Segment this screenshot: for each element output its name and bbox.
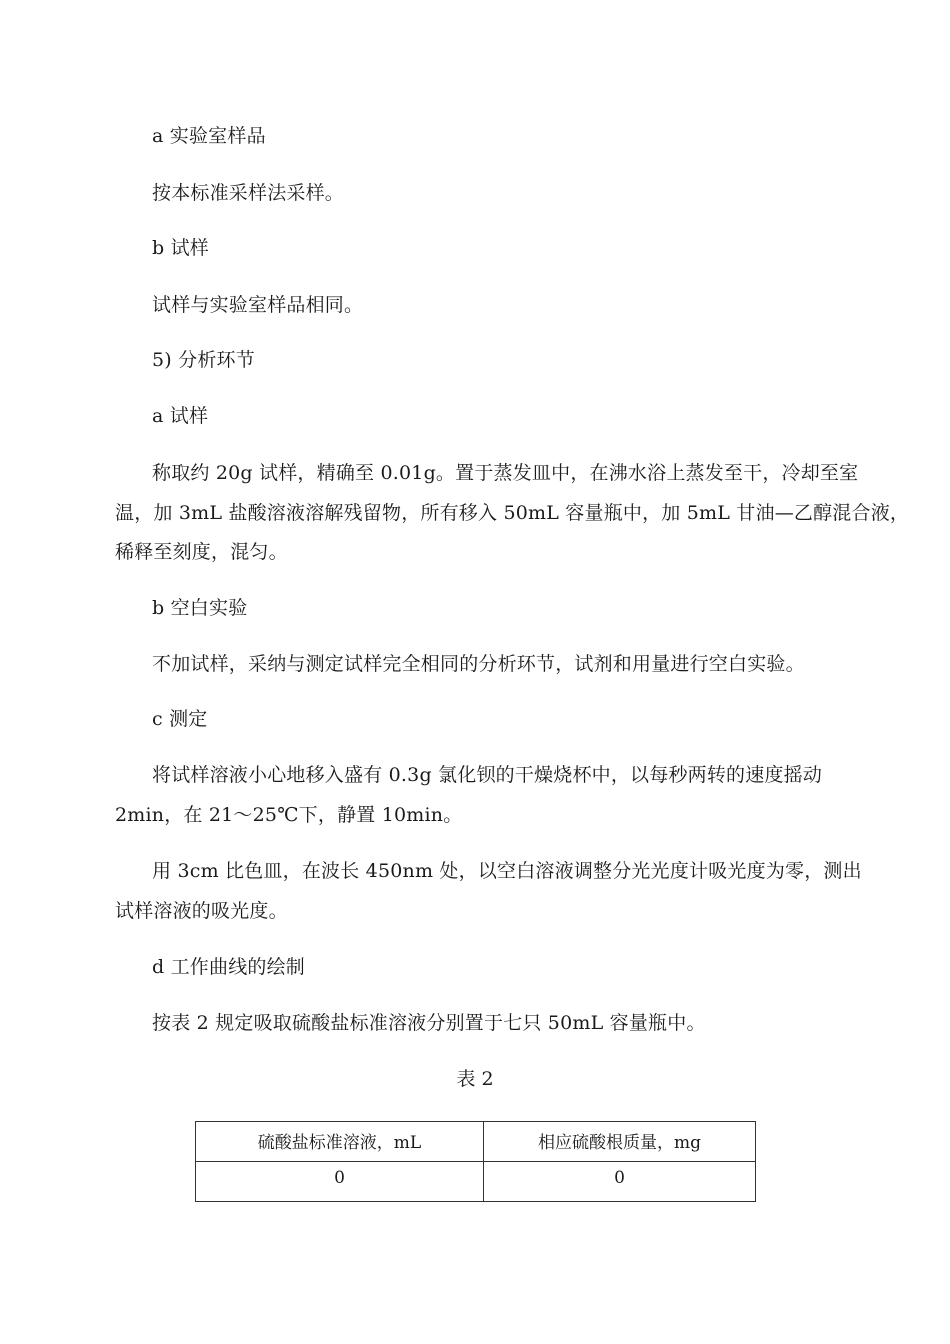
paragraph-measurement-line1: 将试样溶液小心地移入盛有 0.3g 氯化钡的干燥烧杯中，以每秒两转的速度摇动 bbox=[152, 764, 823, 786]
sulfate-standard-table bbox=[195, 1121, 756, 1202]
heading-blank-test: b 空白实验 bbox=[152, 597, 248, 619]
heading-measurement: c 测定 bbox=[152, 708, 208, 730]
heading-lab-sample: a 实验室样品 bbox=[152, 125, 266, 147]
table-header-row bbox=[196, 1122, 756, 1162]
heading-sample-2: a 试样 bbox=[152, 405, 209, 427]
table-row bbox=[196, 1162, 756, 1202]
column-header-mass: 相应硫酸根质量，mg bbox=[484, 1122, 756, 1162]
heading-working-curve: d 工作曲线的绘制 bbox=[152, 956, 306, 978]
paragraph-absorbance-line2: 试样溶液的吸光度。 bbox=[115, 900, 288, 922]
paragraph-blank-test: 不加试样，采纳与测定试样完全相同的分析环节，试剂和用量进行空白实验。 bbox=[152, 653, 805, 675]
table-caption: 表 2 bbox=[456, 1068, 494, 1090]
paragraph-table-reference: 按表 2 规定吸取硫酸盐标准溶液分别置于七只 50mL 容量瓶中。 bbox=[152, 1012, 706, 1034]
paragraph-sample-same: 试样与实验室样品相同。 bbox=[152, 294, 364, 316]
paragraph-weighing-line1: 称取约 20g 试样，精确至 0.01g。置于蒸发皿中，在沸水浴上蒸发至干，冷却至室 bbox=[152, 462, 859, 484]
paragraph-measurement-line2: 2min，在 21～25℃下，静置 10min。 bbox=[115, 804, 463, 826]
column-header-volume: 硫酸盐标准溶液，mL bbox=[196, 1122, 484, 1162]
table-cell-mass: 0 bbox=[484, 1162, 756, 1202]
heading-sample: b 试样 bbox=[152, 237, 210, 259]
paragraph-weighing-line2: 温，加 3mL 盐酸溶液溶解残留物，所有移入 50mL 容量瓶中，加 5mL 甘油—乙醇混合液， bbox=[115, 502, 910, 524]
section-heading-analysis: 5) 分析环节 bbox=[152, 349, 255, 371]
paragraph-sampling: 按本标准采样法采样。 bbox=[152, 182, 345, 204]
paragraph-absorbance-line1: 用 3cm 比色皿，在波长 450nm 处，以空白溶液调整分光光度计吸光度为零，测出 bbox=[152, 860, 862, 882]
table-cell-volume: 0 bbox=[196, 1162, 484, 1202]
paragraph-weighing-line3: 稀释至刻度，混匀。 bbox=[115, 541, 288, 563]
